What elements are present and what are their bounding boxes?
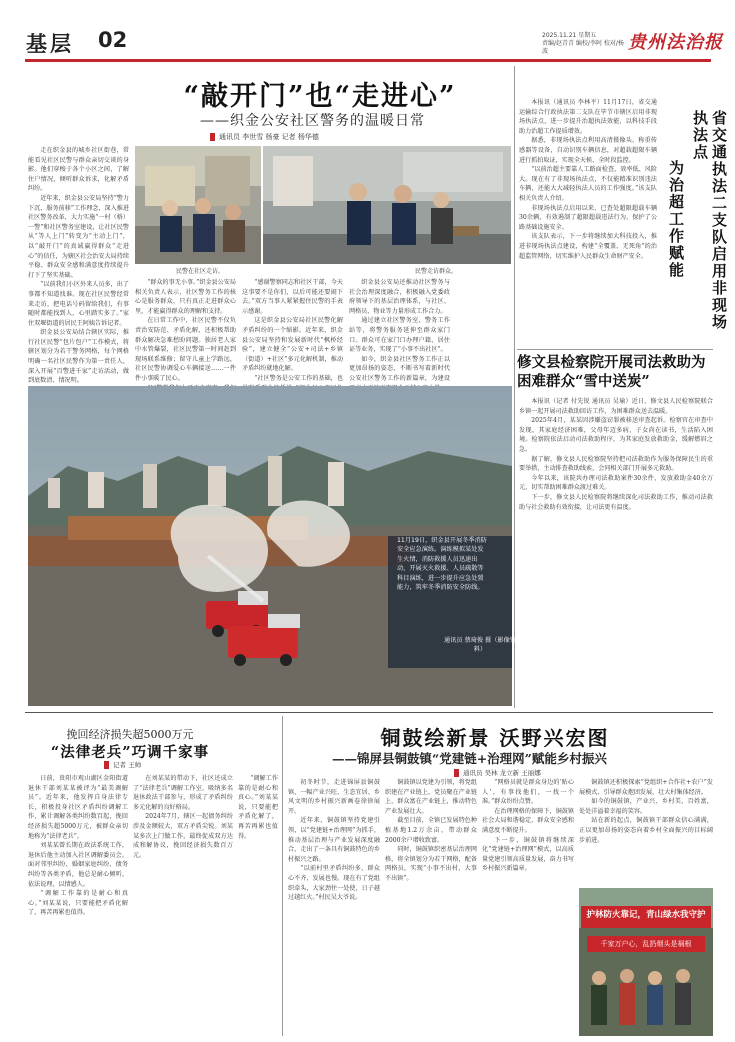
byline-marker: [104, 761, 109, 769]
paragraph: “以前我们小区外来人员多，出了事都不知道找谁。现在社区民警经常来走访，把电话号码留给我们，有事随时都能找到人，心里踏实多了。”家住双堰街道的居民王阿姨告诉记者。: [28, 281, 129, 327]
paragraph: 在日常工作中，社区民警不仅负责治安防范、矛盾化解，还积极帮助群众解决急难愁盼问题。独居老人家中水管爆裂，社区民警第一时间赶到现场联系维修；留守儿童上学路远，社区民警协调爱心车辆接送……一件件小事暖了民心。: [135, 317, 236, 382]
paragraph: 今年以来，该院共办理司法救助案件30余件，发放救助金40余万元，切实帮助困难群众渡过难关。: [519, 474, 713, 492]
photo-community-visit: [135, 146, 261, 264]
paragraph: 织金县公安局结合辖区实际，推行社区民警“包片包户”工作模式，将辖区划分为若干警务网格，每个网格明确一名社区民警作为第一责任人，深入开展“百警进千家”走访活动，做到底数清、情况明。: [28, 329, 129, 385]
veteran-kicker: 挽回经济损失超5000万元: [66, 728, 194, 741]
paragraph: 下一步，修文县人民检察院将继续深化司法救助工作，推动司法救助与社会救助有效衔接，让司法更有温度。: [519, 493, 713, 511]
paragraph: 该支队表示，下一步将继续加大科技投入，推进非现场执法点建设，构建“全覆盖、无死角”的治超监管网络，切实维护人民群众生命财产安全。: [519, 233, 657, 260]
fire-drill-caption: 11月19日，织金县开展冬季消防安全应急演练。演练模拟某处发生火情，消防救援人员迅速出动，开展灭火救援、人员疏散等科目演练，进一步提升应急处置能力，筑牢冬季消防安全防线。: [397, 537, 487, 592]
byline-marker: [454, 769, 459, 777]
paragraph: 据了解，修文县人民检察院坚持把司法救助作为服务保障民生的重要举措，主动排查救助线索，会同相关部门开展多元救助。: [519, 455, 713, 473]
tonggu-subheadline: ——锦屏县铜鼓镇“党建链+治理网”赋能乡村振兴: [332, 751, 607, 766]
paragraph: 通过建立社区警务室、警务工作站等，将警务服务延伸至群众家门口。群众可在家门口办理户籍、居住证等业务，实现了“小事不出社区”。: [349, 317, 450, 354]
paragraph: 织金县公安局还推动社区警务与社会治理深度融合，积极融入党委政府领导下的基层治理体系，与社区、网格员、物业等力量形成工作合力。: [349, 279, 450, 315]
masthead-rule: [25, 59, 711, 62]
lead-subheadline: ——织金公安社区警务的温暖日常: [200, 113, 425, 129]
issue-meta: [542, 32, 627, 56]
paragraph: 本报讯（通讯员 李林平）11月17日，省交通运输综合行政执法第二支队在毕节市辖区启用非现场执法点，进一步提升治超执法效能，以科技手段助力治超工作提质增效。: [519, 99, 657, 135]
paragraph: 初冬时节，走进锦屏县铜鼓镇，一幅产业兴旺、生态宜居、乡风文明的乡村振兴新画卷徐徐展开。: [288, 779, 380, 815]
procuratorate-article-body: [519, 397, 713, 705]
traffic-headline: 省交通执法二支队启用非现场执法点: [691, 110, 728, 331]
page-number: 02: [98, 28, 128, 52]
paragraph: 如今的铜鼓镇，产业兴、乡村美、百姓富，处处洋溢着幸福的笑容。: [579, 798, 713, 815]
tonggu-column-4: [579, 778, 713, 882]
issue-date: 2025.11.21 星期五: [542, 32, 597, 39]
tonggu-byline-text: 通讯员 吴林 龙立新 王丽娜: [463, 769, 541, 777]
paragraph: 刘某某曾长期在政法系统工作，退休后他主动加入社区调解委员会。面对邻里纠纷、婚姻家庭纠纷、债务纠纷等各类矛盾，他总是耐心倾听、依法说理、以情感人。: [28, 842, 128, 888]
veteran-headline: “法律老兵”巧调千家事: [50, 744, 210, 761]
procuratorate-headline: 修文县检察院开展司法救助为困难群众“雪中送炭”: [517, 354, 706, 390]
tonggu-headline: 铜鼓绘新景 沃野兴宏图: [380, 726, 610, 750]
paragraph: 这是织金县公安局社区民警化解矛盾纠纷的一个缩影。近年来，织金县公安局坚持和发展新时代“枫桥经验”，建立健全“公安+司法+乡镇（街道）+社区”多元化解机制，推动矛盾纠纷就地化解。: [242, 317, 343, 373]
lead-headline: “敲开门”也“走进心”: [183, 81, 457, 112]
lead-column-4: [349, 278, 450, 382]
paragraph: “感谢警察同志和社区干部，今天这事要不是你们，以后可能还要闹下去。”双方当事人紧紧握住民警的手表示感谢。: [242, 279, 343, 315]
paragraph: “社区警务是公安工作的基础，也: [254, 374, 343, 382]
traffic-subheadline: 为治超工作赋能: [667, 160, 685, 279]
paragraph: “网格员就是群众身边的‘贴心人’，有事找他们，一找一个准。”群众纷纷点赞。: [482, 779, 574, 806]
column-divider: [282, 716, 283, 1036]
section-title: 基层: [26, 32, 74, 56]
photo-forest-fire-campaign: [579, 888, 713, 1036]
byline-marker: [210, 133, 215, 141]
paragraph: 下一步，铜鼓镇将继续深化“党建链+治理网”模式，以高质量党建引领高质量发展，奋力书写乡村振兴新篇章。: [482, 836, 574, 873]
column-divider: [514, 66, 515, 708]
masthead: [0, 0, 735, 64]
veteran-byline: [104, 760, 141, 769]
section-divider: [25, 712, 713, 713]
lead-byline: [210, 132, 319, 142]
veteran-column-1: [28, 774, 128, 1036]
paragraph: 近年来，织金县公安局坚持“警力下沉、服务前移”工作理念，深入推进社区警务改革，大力实施“一村（格）一警”和社区警务室建设，让社区民警从“等人上门”转变为“主动上门”，以“敲开门”的真诚赢得群众“走进心”的信任，为辖区社会治安大局持续平稳、群众安全感和满意度持续提升打下了坚实基础。: [28, 194, 129, 279]
lead-column-3: [242, 278, 343, 382]
paper-logo: 贵州法治报: [628, 32, 723, 53]
campaign-banner-text: 护林防火靠记，青山绿水我守护: [586, 910, 706, 920]
photo-police-visit: [263, 146, 511, 264]
paragraph: 铜鼓镇还积极探索“党组织+合作社+农户”发展模式，引导群众抱团发展，壮大村集体经济。: [579, 779, 713, 796]
tonggu-column-3: [482, 778, 574, 1036]
paragraph: 2024年7月，辖区一起债务纠纷涉及金额较大，双方矛盾尖锐。刘某某多次上门做工作，最终促成双方达成和解协议，挽回经济损失数百万元。: [133, 813, 233, 859]
paragraph: 2025年4月，某某因涉嫌盗窃罪被移送审查起诉。检察官在审查中发现，其家庭经济困难，父母年迈多病，子女尚在读书，生活陷入困境。检察院依法启动司法救助程序，为其家庭发放救助金，缓解燃眉之急。: [519, 417, 713, 453]
tonggu-byline: [454, 768, 541, 777]
paragraph: 同时，铜鼓镇织密基层治理网格，将全镇划分为若干网格，配备网格员，实现“小事不出村、大事不出镇”。: [385, 846, 477, 882]
photo-police-visit-caption: 民警走访群众。: [414, 268, 457, 275]
photo-community-visit-caption: 民警在社区走访。: [175, 268, 224, 275]
paragraph: 铜鼓镇以党建为引领，将党组织建在产业链上、党员聚在产业链上、群众富在产业链上，推动特色产业发展壮大。: [385, 779, 477, 815]
paragraph: 在刘某某的带动下，社区还成立了“法律老兵”调解工作室，吸纳多名退休政法干部参与，形成了矛盾纠纷多元化解的良好格局。: [133, 775, 233, 811]
paragraph: “调解工作靠的是耐心和真心。”刘某某说，只要能把矛盾化解了，再苦再累也值得。: [28, 890, 128, 917]
paragraph: “调解工作靠的是耐心和真心。”刘某某说，只要能把矛盾化解了，再苦再累也值得。: [238, 775, 278, 840]
tonggu-column-2: [385, 778, 477, 1036]
photo-community-visit-image: [135, 146, 261, 264]
campaign-banner-text-2: 千家万户心，乱扔烟头是祸根: [600, 940, 692, 948]
paragraph: 截至目前，全镇已发展特色种植基地1.2万余亩，带动群众2000余户增收致富。: [385, 817, 477, 844]
tonggu-column-1: [288, 778, 380, 1036]
paragraph: 近年来，铜鼓镇坚持党建引领，以“党建链+治理网”为抓手，推动基层治理与产业发展深度融合，走出了一条具有铜鼓特色的乡村振兴之路。: [288, 817, 380, 863]
veteran-byline-text: 记者 王帅: [113, 761, 142, 769]
paragraph: 据悉，非现场执法点利用高清摄像头、称重传感器等设备，自动识别车辆信息，对超载超限车辆进行抓拍取证，实现全天候、全时段监控。: [519, 137, 657, 164]
lead-byline-text: 通讯员 李世雪 杨豪 记者 杨华德: [219, 133, 319, 141]
veteran-column-2: [133, 774, 233, 1036]
paragraph: “群众的事无小事。”织金县公安局相关负责人表示，社区警务工作的核心是服务群众，只有真正走进群众心里，才能赢得群众的理解和支持。: [135, 279, 236, 315]
paragraph: 如今，织金县社区警务工作正以更加昂扬的姿态，不断书写着新时代公安社区警务工作的新篇章，为建设: [349, 355, 450, 382]
paragraph: 非现场执法点启用以来，已查处超限超载车辆30余辆，有效遏制了超限超载违法行为，保护了公路基础设施安全。: [519, 204, 657, 231]
veteran-column-3: [238, 774, 278, 1036]
paragraph: 本报讯（记者 付先锐 通讯员 吴瑜）近日，修文县人民检察院联合乡镇一起开展司法救助回访工作，为困难群众送去温暖。: [519, 398, 713, 415]
editors-line: 责编/赵青青 编校/李阿 校对/杨波: [542, 40, 624, 55]
paragraph: 走在织金县的城乡社区街巷，常能看见社区民警与群众亲切交谈的身影。他们穿梭于各个小区之间，了解住户情况，倾听群众诉求，化解矛盾纠纷。: [28, 147, 129, 193]
photo-police-visit-image: [263, 146, 511, 264]
paragraph: “以前村里矛盾纠纷多，群众心不齐，发展也慢。现在有了党组织牵头，大家劲往一处使，日子越过越红火。”村民吴大爷说。: [288, 865, 380, 902]
fire-drill-credit: 通讯员 蔡琦俊 摄（影像资料）: [444, 637, 516, 653]
paragraph: 日前，贵阳市观山湖区金阳街道退休干部刘某某被评为“最美调解员”。近年来，他发挥自身法律专长，积极投身社区矛盾纠纷调解工作，累计调解各类纠纷数百起，挽回经济损失超5000万元，被群众亲切地称为“法律老兵”。: [28, 775, 128, 840]
traffic-article-body: [519, 98, 657, 346]
paragraph: 在治理网格的保障下，铜鼓镇社会大局和谐稳定，群众安全感和满意度不断提升。: [482, 807, 574, 834]
paragraph: 站在新的起点，铜鼓镇干部群众信心满满，正以更加昂扬的姿态向着乡村全面振兴的目标阔步前进。: [579, 817, 713, 844]
section-divider: [517, 349, 713, 350]
paragraph: “以前治超主要靠人工路面检查，效率低、风险大。现在有了非现场执法点，不仅能精准识别违法车辆，还能大大减轻执法人员的工作强度。”该支队相关负责人介绍。: [519, 166, 657, 202]
